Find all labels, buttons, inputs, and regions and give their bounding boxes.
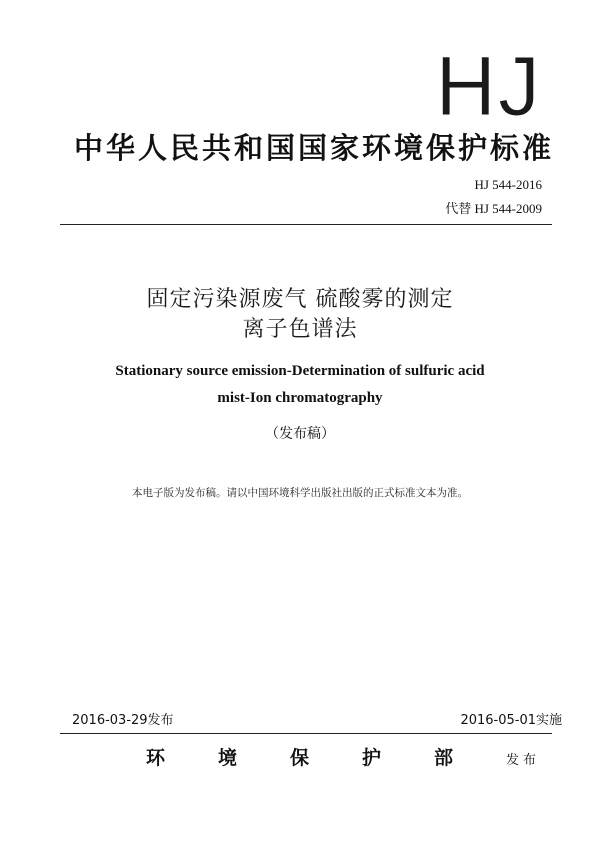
issuer-char: 环 <box>146 747 166 769</box>
top-divider <box>60 224 552 225</box>
date-row <box>72 712 562 730</box>
issuer-char: 保 <box>290 747 310 769</box>
title-english-line2: mist-Ion chromatography <box>217 390 383 406</box>
hj-logo: HJ <box>435 39 542 133</box>
standard-number: HJ 544-2016 <box>474 177 542 192</box>
issuer-char: 境 <box>218 747 238 769</box>
bottom-divider <box>60 733 552 734</box>
title-chinese-line2: 离子色谱法 <box>242 317 358 342</box>
issuer <box>146 744 540 775</box>
edition-notice: 本电子版为发布稿。请以中国环境科学出版社出版的正式标准文本为准。 <box>132 487 468 499</box>
publish-date: 2016-03-29发布 <box>72 713 174 728</box>
replaces-standard: 代替 HJ 544-2009 <box>445 201 542 216</box>
issuer-char: 部 <box>434 747 454 769</box>
issuer-suffix: 发布 <box>506 753 541 768</box>
title-chinese-line1: 固定污染源废气 硫酸雾的测定 <box>146 287 454 312</box>
draft-label: （发布稿） <box>265 426 335 442</box>
issuer-char: 护 <box>362 747 382 769</box>
standard-category: 中华人民共和国国家环境保护标准 <box>74 131 555 165</box>
effective-date: 2016-05-01实施 <box>460 713 562 728</box>
title-english-line1: Stationary source emission-Determination of sulfuric acid <box>115 363 485 379</box>
